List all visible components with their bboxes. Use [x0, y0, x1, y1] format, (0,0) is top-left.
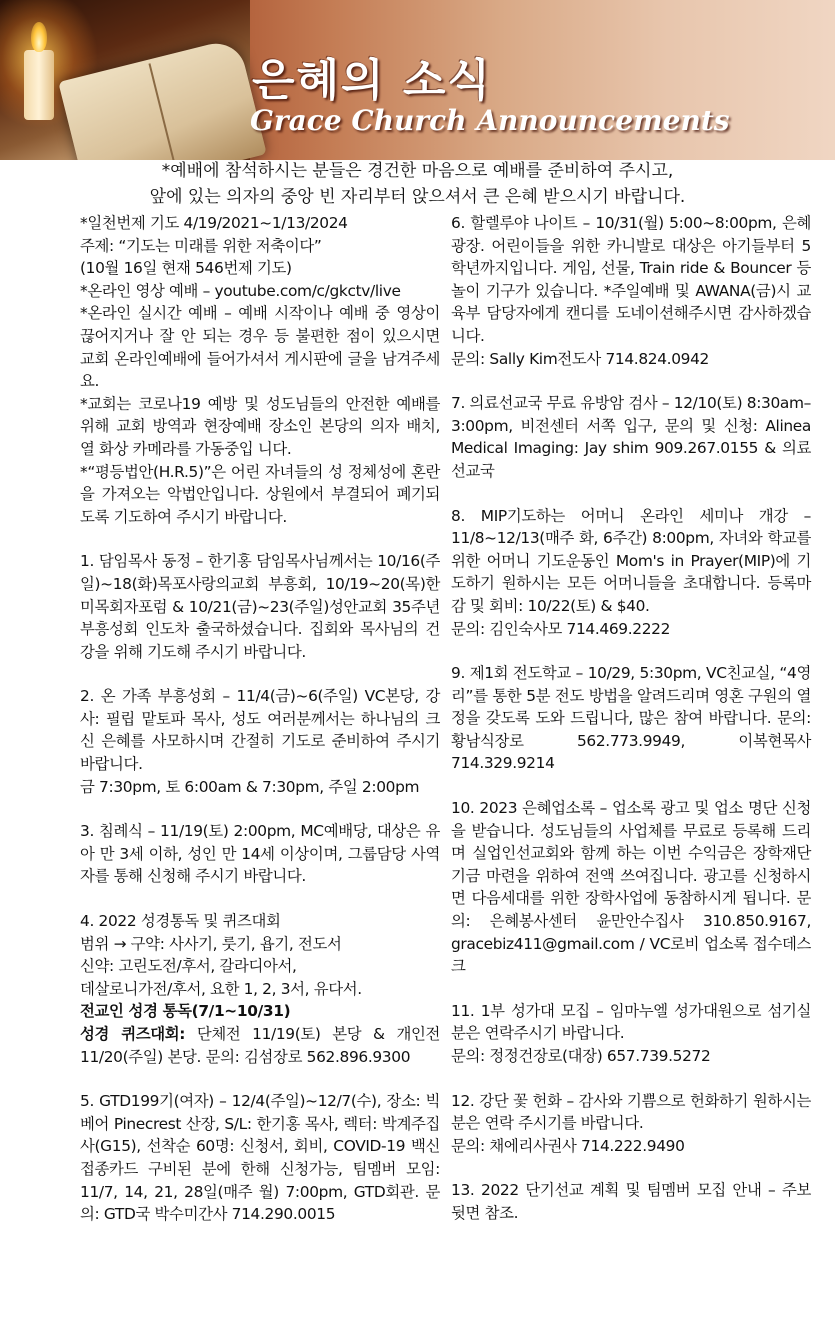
announcement-10: 10. 2023 은혜업소록 – 업소록 광고 및 업소 명단 신청을 받습니다. 성도님들의 사업체를 무료로 등록해 드리며 실업인선교회와 함께 하는 이번 수익금은 장학재단 기금 마련을 위하여 전액 쓰여집니다. 광고를 신청하시면 다음세대를 위한 장학사업에 동참하시게 됩니다. 문의: 은혜봉사센터 윤만안수집사 310.850.9167, gracebiz411@gmail.com / VC로비 업소록 접수데스크 [451, 799, 811, 976]
announcement-12-contact: 문의: 채에리사권사 714.222.9490 [451, 1136, 685, 1155]
candle-bible-photo [0, 0, 250, 160]
equality-act-notice: *“평등법안(H.R.5)”은 어린 자녀들의 성 정체성에 혼란을 가져오는 악법안입니다. 상원에서 부결되어 폐기되도록 기도하여 주시기 바랍니다. [80, 462, 440, 526]
announcement-6-contact: 문의: Sally Kim전도사 714.824.0942 [451, 349, 709, 368]
announcement-4-title: 4. 2022 성경통독 및 퀴즈대회 [80, 912, 281, 931]
announcement-3: 3. 침례식 – 11/19(토) 2:00pm, MC예배당, 대상은 유아 만 3세 이하, 성인 만 14세 이상이며, 그룹담당 사역자를 통해 신청해 주시기 바랍니다. [80, 822, 440, 886]
announcement-4-nt: 신약: 고린도전/후서, 갈라디아서, [80, 957, 297, 976]
announcement-12: 12. 강단 꽃 헌화 – 감사와 기쁨으로 헌화하기 원하시는 분은 연락 주시기를 바랍니다. [451, 1091, 811, 1133]
left-column [80, 212, 440, 1248]
right-column [451, 212, 811, 1247]
announcement-4-reading: 전교인 성경 통독(7/1~10/31) [80, 1002, 291, 1021]
announcement-5: 5. GTD199기(여자) – 12/4(주일)~12/7(수), 장소: 빅베어 Pinecrest 산장, S/L: 한기홍 목사, 렉터: 박계주집사(G15), 선착순 60명: 신청서, 회비, COVID-19 백신 접종카드 구비된 분에 한해 신청가능, 팀멤버 모임: 11/7, 14, 21, 28일(매주 월) 7:00pm, GTD회관. 문의: GTD국 박수미간사 714.290.0015 [80, 1092, 440, 1224]
announcement-4-range: 범위 → 구약: 사사기, 룻기, 욥기, 전도서 [80, 934, 342, 953]
announcement-11-contact: 문의: 정정건장로(대장) 657.739.5272 [451, 1047, 711, 1065]
announcement-4-quiz: 성경 퀴즈대회: 단체전 11/19(토) 본당 & 개인전 11/20(주일) 본당. 문의: 김섬장로 562.896.9300 [80, 1025, 440, 1066]
announcement-6: 6. 할렐루야 나이트 – 10/31(월) 5:00~8:00pm, 은혜광장. 어린이들을 위한 카니발로 대상은 아기들부터 5학년까지입니다. 게임, 선물, Train ride & Bouncer 등 놀이 기구가 있습니다. *주일예배 및 AWANA(금)시 교육부 담당자에게 캔디를 도네이션해주시면 감사하겠습니다. [451, 214, 811, 345]
candle-flame-image [31, 22, 47, 52]
intro-line-2: 앞에 있는 의자의 중앙 빈 자리부터 앉으셔서 큰 은혜 받으시기 바랍니다. [149, 187, 686, 207]
page-title-english: Grace Church Announcements [250, 104, 730, 137]
intro-line-1: *예배에 참석하시는 분들은 경건한 마음으로 예배를 준비하여 주시고, [161, 161, 674, 181]
page-title-korean: 은혜의 소식 [252, 55, 492, 106]
announcement-4-nt-2: 데살로니가전/후서, 요한 1, 2, 3서, 유다서. [80, 979, 362, 998]
candle-image [24, 50, 54, 120]
intro-notice [0, 158, 835, 210]
open-bible-image [58, 37, 267, 160]
online-live-worship: *온라인 실시간 예배 – 예배 시작이나 예배 중 영상이 끊어지거나 잘 안 되는 경우 등 불편한 점이 있으시면 교회 온라인예배에 들어가셔서 게시판에 글을 남겨주세요. [80, 304, 440, 391]
announcement-7: 7. 의료선교국 무료 유방암 검사 – 12/10(토) 8:30am–3:00pm, 비전센터 서쪽 입구, 문의 및 신청: Alinea Medical Imaging: Jay shim 909.267.0155 & 의료선교국 [451, 394, 811, 480]
announcement-2: 2. 온 가족 부흥성회 – 11/4(금)~6(주일) VC본당, 강사: 필립 맡토파 목사, 성도 여러분께서는 하나님의 크신 은혜를 사모하시며 간절히 기도로 준비하여 주시기 바랍니다. [80, 687, 440, 774]
announcement-9: 9. 제1회 전도학교 – 10/29, 5:30pm, VC친교실, “4영리”를 통한 5분 전도 방법을 알려드리며 영혼 구원의 열정을 갖도록 도와 드립니다, 많은 참여 바랍니다. 문의: 황남식장로 562.773.9949, 이복현목사 714.329.9214 [451, 664, 811, 773]
thousand-prayer-item: *일천번제 기도 4/19/2021~1/13/2024 [80, 214, 348, 232]
announcement-11: 11. 1부 성가대 모집 – 임마누엘 성가대원으로 섬기실 분은 연락주시기 바랍니다. [451, 1001, 811, 1043]
prayer-count: (10월 16일 현재 546번제 기도) [80, 259, 292, 278]
online-video-worship: *온라인 영상 예배 – youtube.com/c/gkctv/live [80, 281, 401, 300]
covid-safety-notice: *교회는 코로나19 예방 및 성도님들의 안전한 예배를 위해 교회 방역과 현장예배 장소인 본당의 의자 배치, 열 화상 카메라를 가동중입 니다. [80, 394, 440, 458]
announcement-8: 8. MIP기도하는 어머니 온라인 세미나 개강 – 11/8~12/13(매주 화, 6주간) 8:00pm, 자녀와 학교를 위한 어머니 기도운동인 Mom's in Prayer(MIP)에 기도하기 원하시는 모든 어머니들을 초대합니다. 등록마감 및 회비: 10/22(토) & $40. [451, 506, 811, 615]
announcement-8-contact: 문의: 김인숙사모 714.469.2222 [451, 619, 671, 638]
prayer-theme: 주제: “기도는 미래를 위한 저축이다” [80, 236, 322, 255]
header-banner [0, 0, 835, 160]
announcement-2-schedule: 금 7:30pm, 토 6:00am & 7:30pm, 주일 2:00pm [80, 777, 420, 796]
announcement-1: 1. 담임목사 동정 – 한기홍 담임목사님께서는 10/16(주일)~18(화)목포사랑의교회 부흥회, 10/19~20(목)한미목회자포럼 & 10/21(금)~23(주일)성안교회 35주년 부흥성회 인도차 출국하셨습니다. 집회와 목사님의 건강을 위해 기도해 주시기 바랍니다. [80, 552, 440, 661]
announcement-13: 13. 2022 단기선교 계획 및 팀멤버 모집 안내 – 주보 뒷면 참조. [451, 1181, 811, 1222]
